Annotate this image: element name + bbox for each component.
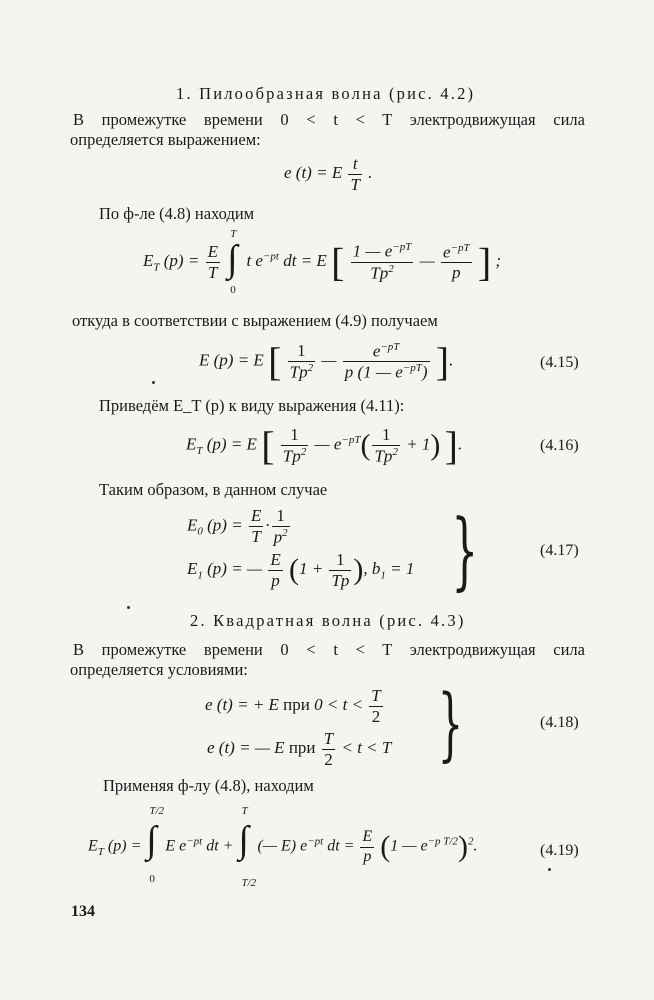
paragraph-line: В промежутке времени 0 < t < T электродвижущая сила	[73, 640, 585, 659]
page-number: 134	[71, 903, 95, 920]
paragraph-line: Приведём E_T (p) к виду выражения (4.11):	[99, 396, 405, 415]
equation-4-18b: e (t) = — E при $\frac{T}{2}$ < t < T	[207, 729, 392, 769]
equation-number: (4.16)	[540, 437, 579, 454]
paragraph-line: Таким образом, в данном случае	[99, 480, 328, 499]
paragraph-line: В промежутке времени 0 < t < T электродвижущая сила	[73, 110, 585, 129]
print-speck	[152, 381, 155, 384]
print-speck	[127, 606, 130, 609]
section-heading-square: 2. Квадратная волна (рис. 4.3)	[190, 611, 466, 630]
paragraph-line: Применяя ф-лу (4.8), находим	[103, 776, 314, 795]
paragraph-line: По ф-ле (4.8) находим	[99, 204, 255, 223]
section-heading-sawtooth: 1. Пилообразная волна (рис. 4.2)	[176, 84, 476, 103]
equation-4-15: E (p) = E [ $\frac{1}{Tp^2}$ — $\frac{e^{-pT}}{p (1 — e^{-pT})}$ ].	[199, 339, 454, 384]
paragraph-line: определяется выражением:	[70, 130, 261, 149]
paragraph-line: определяется условиями:	[70, 660, 248, 679]
equation-number: (4.17)	[540, 542, 579, 559]
brace-4-18: }	[437, 677, 464, 770]
equation-4-18a: e (t) = + E при 0 < t < $\frac{T}{2}$	[205, 686, 381, 726]
paragraph-line: откуда в соответствии с выражением (4.9) получаем	[72, 311, 438, 330]
equation-number: (4.15)	[540, 354, 579, 371]
equation-4-16: $E_T$ (p) = E [ $\frac{1}{Tp^2}$ — $e^{-pT}$( $\frac{1}{Tp^2}$ + 1) ].	[186, 423, 463, 468]
equation-4-17b: $E_1$ (p) = — $\frac{E}{p}$ (1 + $\frac{1}{Tp}$ ), $b_1 = 1$	[187, 550, 415, 590]
equation-laplace-sawtooth: $E_T$ (p) = $\frac{E}{T}$ T ∫ 0 t $e^{-pt}$ dt = E [ $\frac{1 — e^{-pT}}{Tp^2}$ — $\frac{e^{-pT}}{p}$ ] ;	[143, 228, 502, 296]
equation-4-17a: $E_0$ (p) = $\frac{E}{T}$ · $\frac{1}{p^2}$	[187, 506, 288, 547]
equation-number: (4.18)	[540, 714, 579, 731]
equation-number: (4.19)	[540, 842, 579, 859]
equation-et: e (t) = E $\frac{t}{T}$ .	[284, 154, 373, 194]
brace-4-17: }	[451, 501, 479, 599]
equation-4-19: $E_T$ (p) = T/2 ∫ 0 E $e^{-pt}$ dt + T ∫ T/2 (— E) $e^{-pt}$ dt = $\frac{E}{p}$ (1 — $e^{-p T/2})^2$.	[88, 805, 478, 889]
print-speck	[548, 868, 551, 871]
